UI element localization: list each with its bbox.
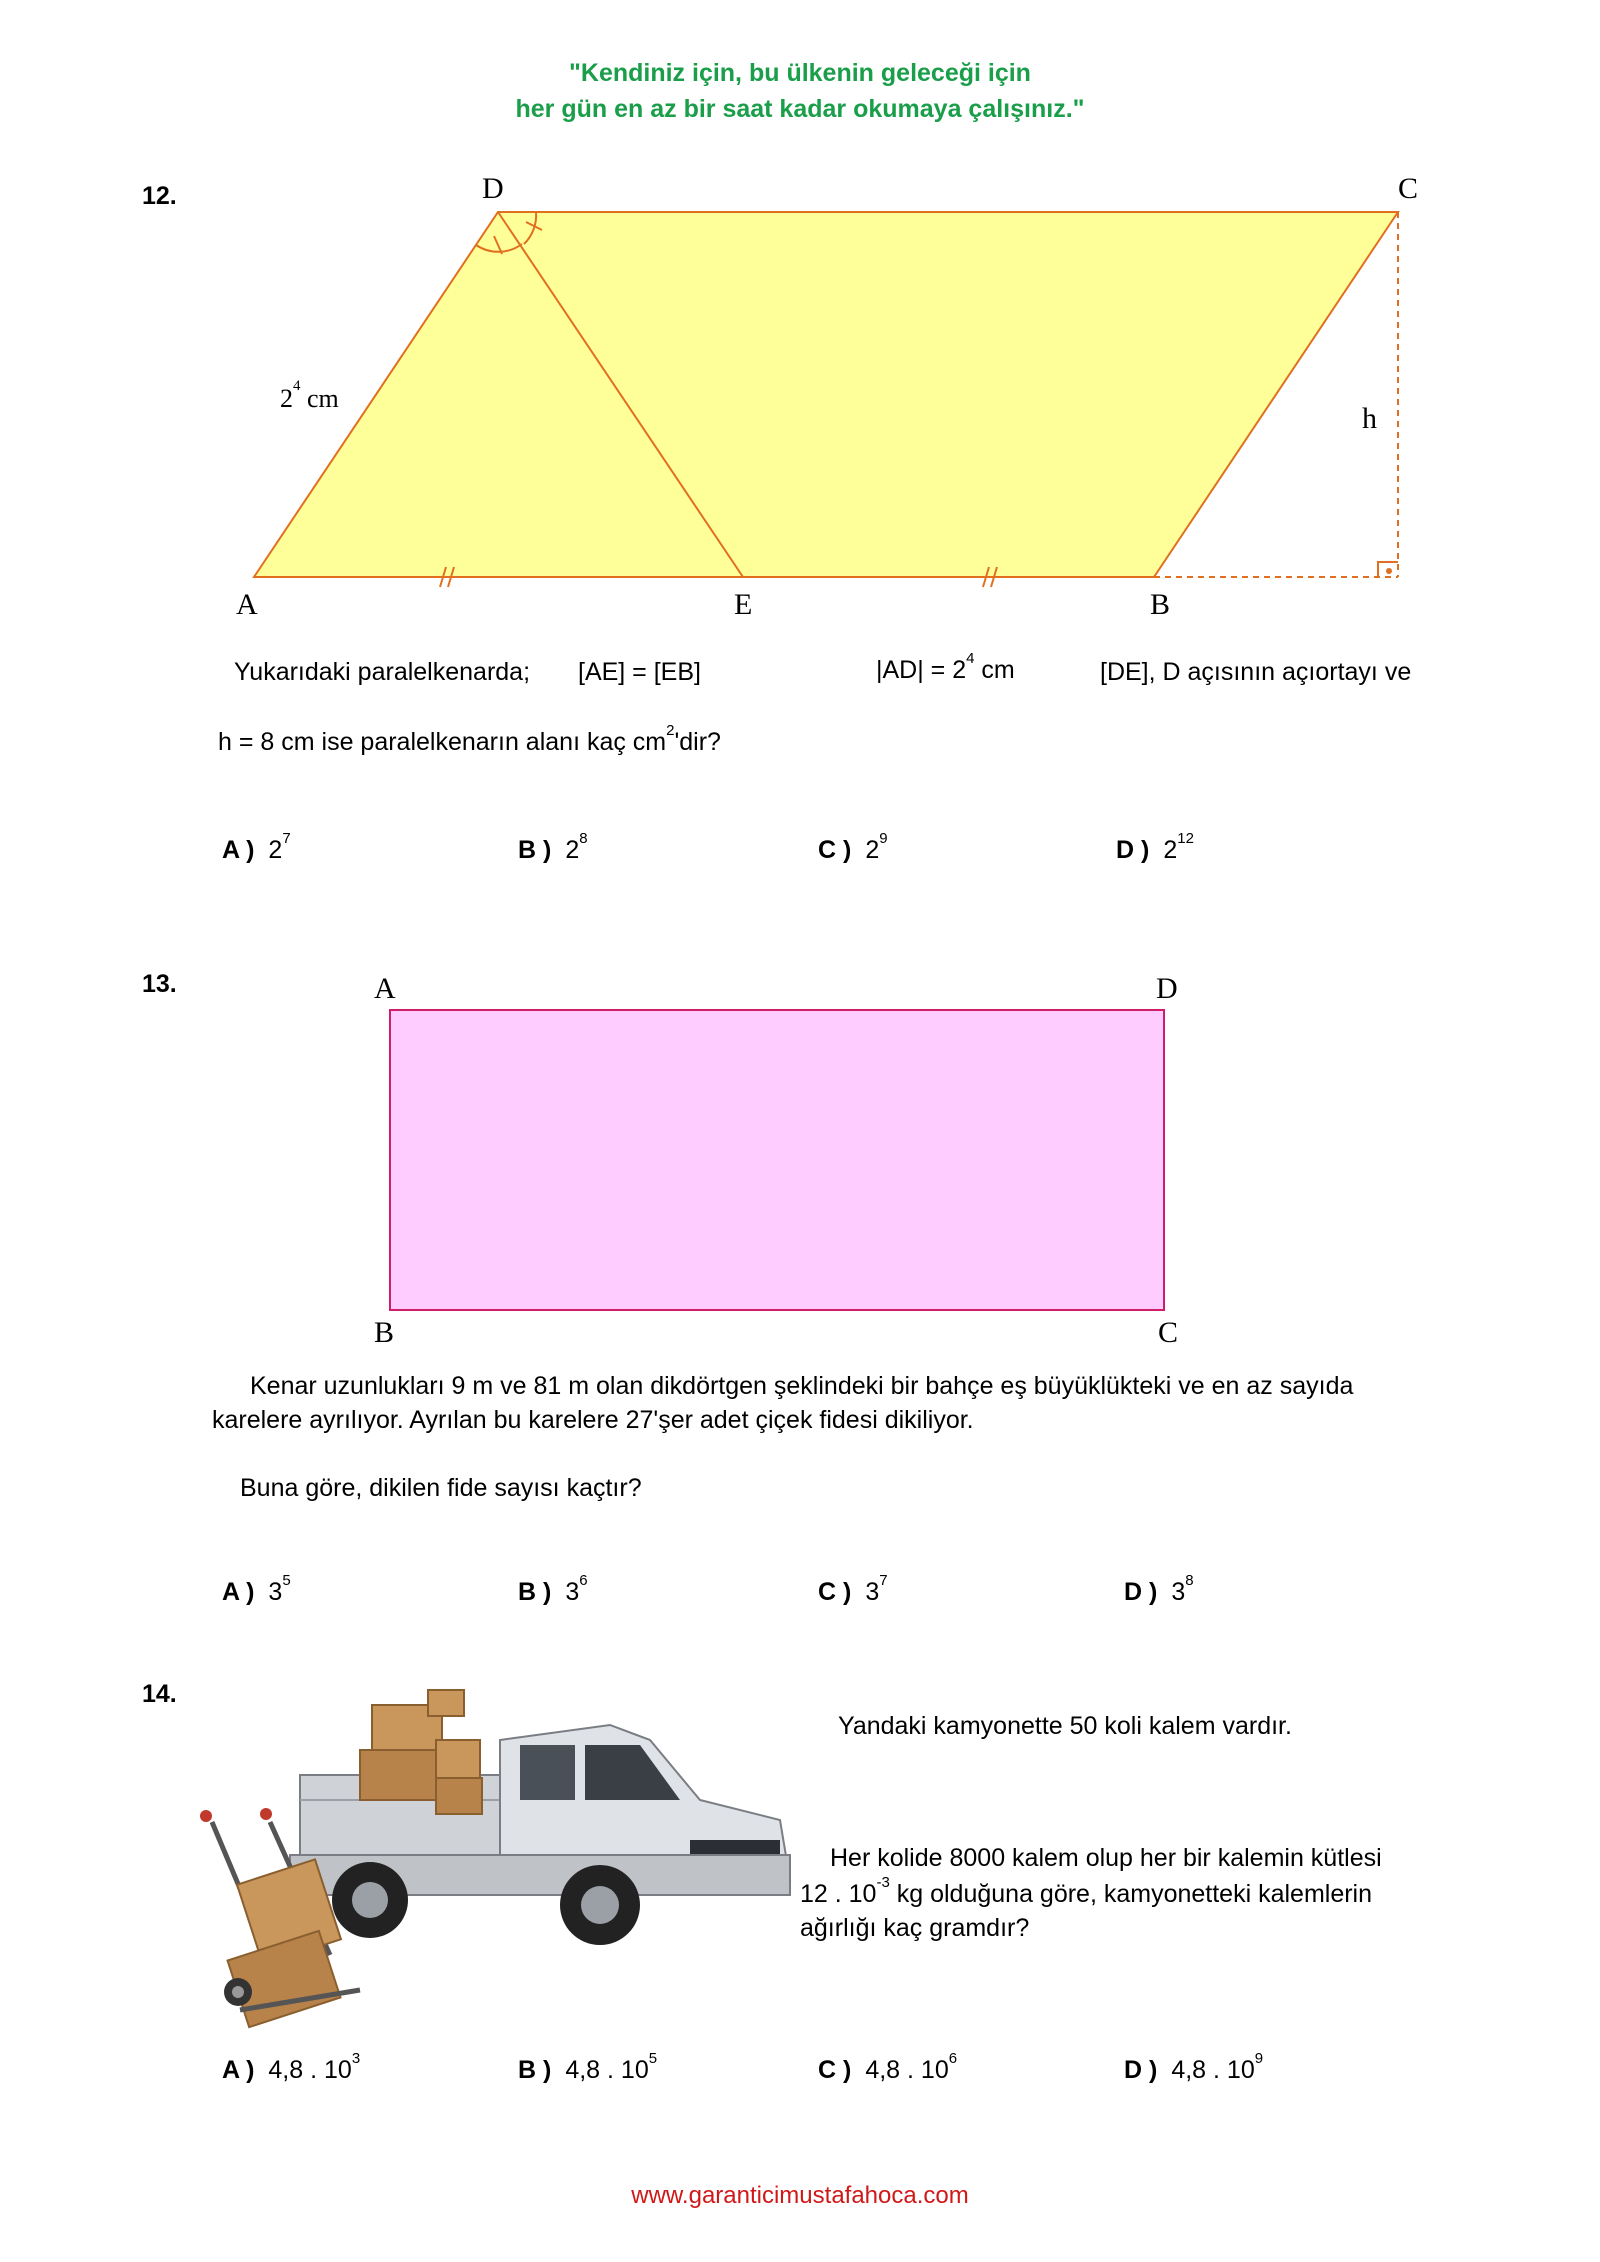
rect-label-c: C: [1158, 1316, 1179, 1349]
header-quote-line2: her gün en az bir saat kadar okumaya çalışınız.": [515, 95, 1085, 123]
rect-label-b: B: [374, 1316, 395, 1349]
q13-line2: karelere ayrılıyor. Ayrılan bu karelere 27'şer adet çiçek fidesi dikiliyor.: [212, 1406, 974, 1434]
q13-option-c[interactable]: C ) $3^7$: [818, 1572, 888, 1606]
q13-option-a[interactable]: A ) $3^5$: [222, 1572, 291, 1606]
q12-text2: h = 8 cm ise paralelkenarın alanı kaç $cm^2'dir$?: [218, 722, 721, 756]
vertex-label-d: D: [482, 172, 504, 205]
q13-question: Buna göre, dikilen fide sayısı kaçtır?: [240, 1474, 642, 1502]
q12-text1-c: $|AD| = 2^4$ cm: [876, 650, 1015, 684]
q13-option-d[interactable]: D ) $3^8$: [1124, 1572, 1194, 1606]
height-label-h: h: [1362, 402, 1377, 435]
question-12-number: 12.: [142, 182, 177, 210]
footer-url[interactable]: www.garanticimustafahoca.com: [631, 2182, 969, 2209]
boxes-icon: [360, 1690, 482, 1814]
header-quote-line1: "Kendiniz için, bu ülkenin geleceği için: [569, 59, 1031, 87]
q14-option-a[interactable]: A ) 4,8 . $10^3$: [222, 2050, 361, 2084]
vertex-label-a: A: [236, 588, 258, 621]
q13-line1: Kenar uzunlukları 9 m ve 81 m olan dikdörtgen şeklindeki bir bahçe eş büyüklükteki ve en az sayıda: [250, 1372, 1354, 1400]
vertex-label-c: C: [1398, 172, 1419, 205]
q12-text1-a: Yukarıdaki paralelkenarda;: [234, 658, 531, 686]
question-14-number: 14.: [142, 1680, 177, 1708]
side-length-label: $2^4$ cm: [280, 378, 339, 413]
q14-line3: 12 . $10^{-3}$ kg olduğuna göre, kamyonetteki kalemlerin: [800, 1874, 1373, 1908]
q14-line4: ağırlığı kaç gramdır?: [800, 1914, 1030, 1942]
vertex-label-b: B: [1150, 588, 1171, 621]
rect-label-a: A: [374, 972, 396, 1005]
q12-text1-b: [AE] = [EB]: [578, 658, 701, 686]
rect-label-d: D: [1156, 972, 1178, 1005]
q14-option-c[interactable]: C ) 4,8 . $10^6$: [818, 2050, 958, 2084]
q14-option-d[interactable]: D ) 4,8 . $10^9$: [1124, 2050, 1264, 2084]
vertex-label-e: E: [734, 588, 753, 621]
q12-option-b[interactable]: B ) $2^8$: [518, 830, 588, 864]
q12-option-c[interactable]: C ) $2^9$: [818, 830, 888, 864]
q14-option-b[interactable]: B ) 4,8 . $10^5$: [518, 2050, 658, 2084]
q13-option-b[interactable]: B ) $3^6$: [518, 1572, 588, 1606]
question-13-number: 13.: [142, 970, 177, 998]
q14-line1: Yandaki kamyonette 50 koli kalem vardır.: [838, 1712, 1292, 1740]
q12-text1-d: [DE], D açısının açıortayı ve: [1100, 658, 1412, 686]
q12-option-d[interactable]: D ) $2^{12}$: [1116, 830, 1194, 864]
q12-option-a[interactable]: A ) $2^7$: [222, 830, 291, 864]
q14-line2: Her kolide 8000 kalem olup her bir kalemin kütlesi: [830, 1844, 1382, 1872]
